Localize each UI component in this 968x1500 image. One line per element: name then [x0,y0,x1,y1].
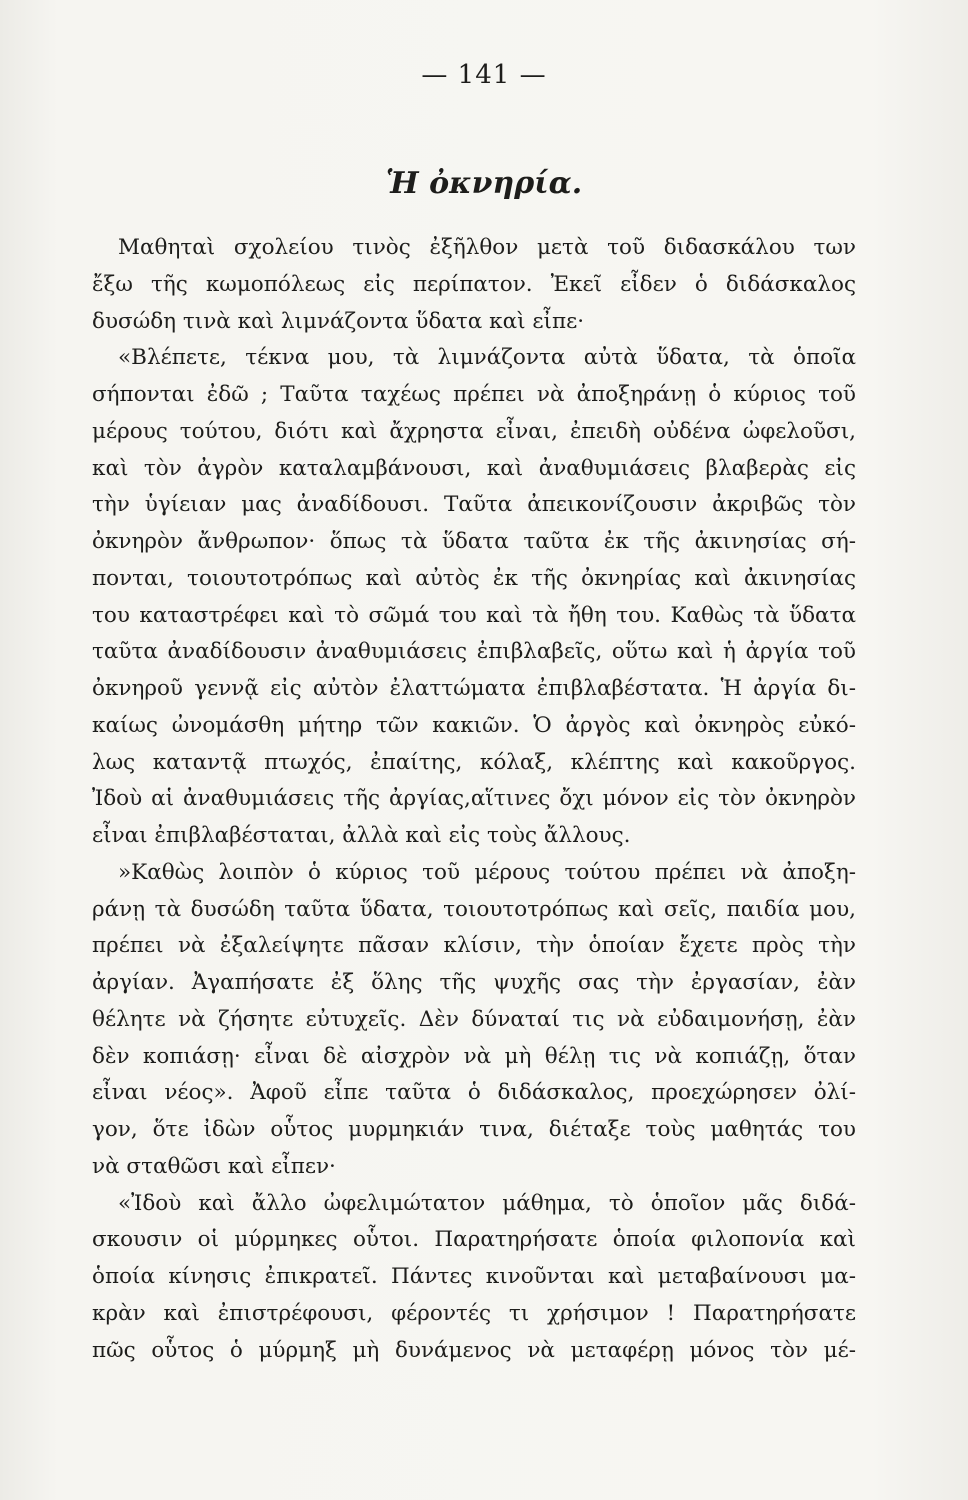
text-line: καίως ὠνομάσθη μήτηρ τῶν κακιῶν. Ὁ ἀργὸς καὶ ὀκνηρὸς εὐκό- [92,712,856,738]
text-line: γον, ὅτε ἰδὼν οὗτος μυρμηκιάν τινα, διέταξε τοὺς μαθητάς του [92,1117,856,1142]
text-line: δὲν κοπιάσῃ· εἶναι δὲ αἰσχρὸν νὰ μὴ θέλῃ τις νὰ κοπιάζῃ, ὅταν [92,1043,856,1069]
section-title: Ἡ ὀκνηρία. [385,166,583,201]
text-line: ταῦτα ἀναδίδουσιν ἀναθυμιάσεις ἐπιβλαβεῖς, οὕτω καὶ ἡ ἀργία τοῦ [92,639,856,665]
text-line: «Βλέπετε, τέκνα μου, τὰ λιμνάζοντα αὐτὰ ὕδατα, τὰ ὁποῖα [118,345,856,371]
text-line: Ἰδοὺ αἱ ἀναθυμιάσεις τῆς ἀργίας,αἵτινες ὄχι μόνον εἰς τὸν ὀκνηρὸν [92,786,856,812]
text-line: πονται, τοιουτοτρόπως καὶ αὐτὸς ἐκ τῆς ὀκνηρίας καὶ ἀκινησίας [92,565,856,591]
text-line: καὶ τὸν ἀγρὸν καταλαμβάνουσι, καὶ ἀναθυμιάσεις βλαβερὰς εἰς [92,455,856,481]
text-line: ὀκνηρὸν ἄνθρωπον· ὅπως τὰ ὕδατα ταῦτα ἐκ τῆς ἀκινησίας σή- [92,529,856,554]
text-line: λως καταντᾷ πτωχός, ἐπαίτης, κόλαξ, κλέπτης καὶ κακοῦργος. [92,749,856,775]
body-text [92,230,856,1369]
text-line: ὀκνηροῦ γεννᾷ εἰς αὐτὸν ἐλαττώματα ἐπιβλαβέστατα. Ἡ ἀργία δι- [92,676,856,701]
text-line: πρέπει νὰ ἐξαλείψητε πᾶσαν κλίσιν, τὴν ὁποίαν ἔχετε πρὸς τὴν [92,933,856,959]
text-line: »Καθὼς λοιπὸν ὁ κύριος τοῦ μέρους τούτου πρέπει νὰ ἀποξη- [118,859,856,885]
text-line: τὴν ὑγίειαν μας ἀναδίδουσι. Ταῦτα ἀπεικονίζουσιν ἀκριβῶς τὸν [92,492,856,518]
text-line: Μαθηταὶ σχολείου τινὸς ἐξῆλθον μετὰ τοῦ διδασκάλου των [118,235,856,260]
text-line: νὰ σταθῶσι καὶ εἶπεν· [92,1153,336,1179]
text-line: εἶναι ἐπιβλαβέσταται, ἀλλὰ καὶ εἰς τοὺς ἄλλους. [92,823,631,848]
text-line: πῶς οὗτος ὁ μύρμηξ μὴ δυνάμενος νὰ μεταφέρῃ μόνος τὸν μέ- [92,1337,856,1363]
text-line: εἶναι νέος». Ἀφοῦ εἶπε ταῦτα ὁ διδάσκαλος, προεχώρησεν ὀλί- [92,1080,856,1106]
text-line: κρὰν καὶ ἐπιστρέφουσι, φέροντές τι χρήσιμον ! Παρατηρήσατε [92,1300,856,1326]
page-number: — 141 — [421,60,547,90]
text-line: σήπονται ἐδῶ ; Ταῦτα ταχέως πρέπει νὰ ἀποξηράνῃ ὁ κύριος τοῦ [92,382,856,407]
text-line: ράνῃ τὰ δυσώδη ταῦτα ὕδατα, τοιουτοτρόπως καὶ σεῖς, παιδία μου, [92,896,856,922]
text-line: ἔξω τῆς κωμοπόλεως εἰς περίπατον. Ἐκεῖ εἶδεν ὁ διδάσκαλος [92,271,856,297]
text-line: μέρους τούτου, διότι καὶ ἄχρηστα εἶναι, ἐπειδὴ οὐδένα ὠφελοῦσι, [92,418,856,444]
text-line: «Ἰδοὺ καὶ ἄλλο ὠφελιμώτατον μάθημα, τὸ ὁποῖον μᾶς διδά- [118,1190,856,1216]
text-line: ἀργίαν. Ἀγαπήσατε ἐξ ὅλης τῆς ψυχῆς σας τὴν ἐργασίαν, ἐὰν [92,970,856,995]
text-line: ὁποία κίνησις ἐπικρατεῖ. Πάντες κινοῦνται καὶ μεταβαίνουσι μα- [92,1264,856,1289]
text-line: θέλητε νὰ ζήσητε εὐτυχεῖς. Δὲν δύναταί τις νὰ εὐδαιμονήσῃ, ἐὰν [92,1006,856,1032]
text-line: δυσώδη τινὰ καὶ λιμνάζοντα ὕδατα καὶ εἶπε· [92,308,585,334]
text-line: σκουσιν οἱ μύρμηκες οὗτοι. Παρατηρήσατε ὁποία φιλοπονία καὶ [92,1227,856,1253]
text-line: του καταστρέφει καὶ τὸ σῶμά του καὶ τὰ ἤθη του. Καθὼς τὰ ὕδατα [92,602,856,628]
